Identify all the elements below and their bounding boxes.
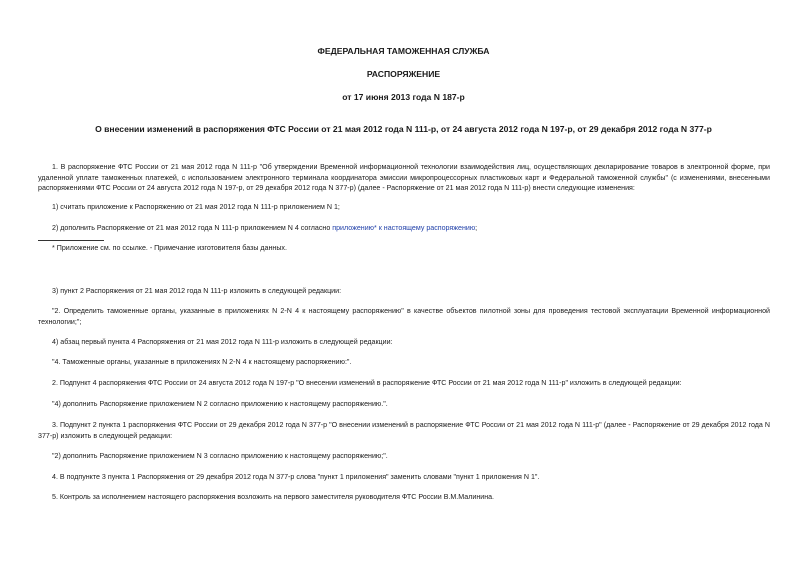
- paragraph-quote-item-2: "2) дополнить Распоряжение приложением N 3 согласно приложению к настоящему распоряжению;".: [52, 452, 388, 460]
- document-subject: О внесении изменений в распоряжения ФТС России от 21 мая 2012 года N 111-р, от 24 августа 2012 года N 197-р, от 29 декабря 2012 года N 377-р: [95, 124, 712, 134]
- paragraph-item-3: 3) пункт 2 Распоряжения от 21 мая 2012 года N 111-р изложить в следующей редакции:: [52, 287, 342, 295]
- paragraph-4: 4. В подпункте 3 пункта 1 Распоряжения от 29 декабря 2012 года N 377-р слова "пункт 1 приложения" заменить словами "пункт 1 приложения N 1".: [52, 473, 540, 481]
- paragraph-quote-4: "4. Таможенные органы, указанные в приложениях N 2-N 4 к настоящему распоряжению:".: [52, 358, 352, 366]
- paragraph-item-2: [38, 223, 770, 234]
- document-date-number: от 17 июня 2013 года N 187-р: [342, 92, 465, 102]
- paragraph-item-4: 4) абзац первый пункта 4 Распоряжения от 21 мая 2012 года N 111-р изложить в следующей редакции:: [52, 338, 393, 346]
- footnote: * Приложение см. по ссылке. - Примечание изготовителя базы данных.: [52, 244, 287, 252]
- footnote-separator: [38, 240, 104, 241]
- paragraph-1: 1. В распоряжение ФТС России от 21 мая 2012 года N 111-р "Об утверждении Временной информационной технологии взаимодействия лиц, осуществляющих декларирование товаров в электронной форме, при удаленной уплате таможенных платежей, с использованием электронного терминала координатора эмиссии микропроцессорных пластиковых карт и Федеральной таможенной службы" (с изменениями, внесенными распоряжениями ФТС России от 24 августа 2012 года N 197-р, от 29 декабря 2012 года N 377-р) (далее - Распоряжение от 21 мая 2012 года N 111-р) внести следующие изменения:: [38, 163, 770, 192]
- appendix-link[interactable]: приложению* к настоящему распоряжению: [332, 224, 476, 232]
- paragraph-quote-item-4: "4) дополнить Распоряжение приложением N 2 согласно приложению к настоящему распоряжению.".: [52, 400, 388, 408]
- item-2-suffix: ;: [475, 224, 478, 232]
- paragraph-item-1: 1) считать приложение к Распоряжению от 21 мая 2012 года N 111-р приложением N 1;: [52, 203, 340, 211]
- paragraph-quote-2: "2. Определить таможенные органы, указанные в приложениях N 2-N 4 к настоящему распоряжению" в качестве объектов пилотной зоны для проведения тестовой эксплуатации Временной информационной технологии;";: [38, 307, 770, 326]
- paragraph-2: 2. Подпункт 4 распоряжения ФТС России от 24 августа 2012 года N 197-р "О внесении изменений в распоряжение ФТС России от 21 мая 2012 года N 111-р" изложить в следующей редакции:: [52, 379, 682, 387]
- item-2-text: 2) дополнить Распоряжение от 21 мая 2012 года N 111-р приложением N 4 согласно: [52, 224, 333, 232]
- paragraph-3: 3. Подпункт 2 пункта 1 распоряжения ФТС России от 29 декабря 2012 года N 377-р "О внесении изменений в распоряжение ФТС России от 21 мая 2012 года N 111-р" (далее - Распоряжение от 29 декабря 2012 года N 377-р) изложить в следующей редакции:: [38, 421, 770, 440]
- document-type: РАСПОРЯЖЕНИЕ: [366, 69, 441, 79]
- agency-title: ФЕДЕРАЛЬНАЯ ТАМОЖЕННАЯ СЛУЖБА: [317, 46, 490, 56]
- paragraph-5: 5. Контроль за исполнением настоящего распоряжения возложить на первого заместителя руководителя ФТС России В.М.Малинина.: [52, 493, 495, 501]
